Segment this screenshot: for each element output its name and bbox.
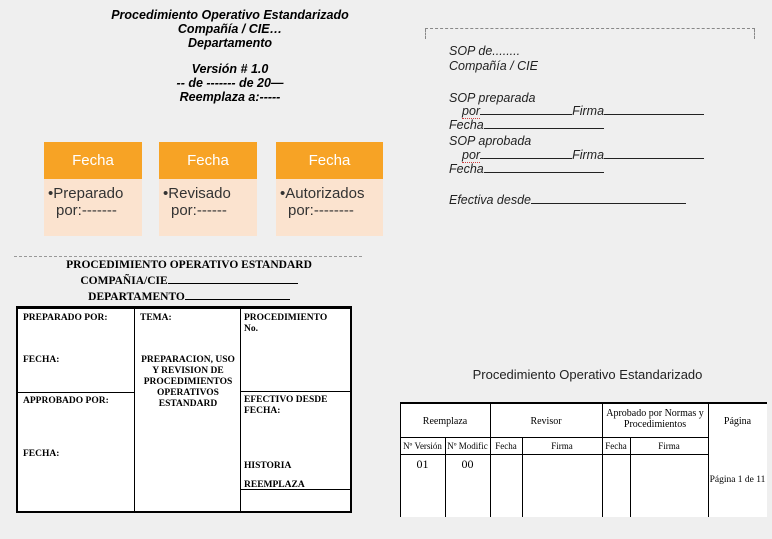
box-line: por:------- xyxy=(56,202,117,219)
topic-label: TEMA: xyxy=(140,313,172,323)
signature-column-header: Firma xyxy=(551,441,573,451)
box-date-header: Fecha xyxy=(276,142,383,179)
replaces-header: Reemplaza xyxy=(422,416,468,427)
prepared-by-label: por xyxy=(462,104,481,118)
topic-text: PREPARACION, USO Y REVISION DE PROCEDIMIENTOS OPERATIVOS ESTANDARD xyxy=(141,355,235,409)
serif-form-title: PROCEDIMIENTO OPERATIVO ESTANDARD xyxy=(66,259,312,271)
table-panel-title: Procedimiento Operativo Estandarizado xyxy=(472,367,703,382)
reviewed-box: Fecha •Revisado por:------ xyxy=(159,142,257,236)
date-column-header: Fecha xyxy=(605,441,627,451)
serif-form-table xyxy=(16,306,352,513)
procedure-no-label: No. xyxy=(244,324,258,334)
sop-company-label: Compañía / CIE xyxy=(449,59,538,73)
department-label: Departamento xyxy=(187,36,273,50)
sop-of-label: SOP de........ xyxy=(449,44,521,58)
box-line: Preparado xyxy=(53,185,124,202)
version-label: Versión # 1.0 xyxy=(191,62,269,76)
history-label: HISTORIA xyxy=(244,461,292,471)
modific-value: 00 xyxy=(461,457,474,471)
approved-by-field: APPROBADO POR: xyxy=(23,396,109,406)
date-label: Fecha xyxy=(449,118,484,132)
replaces-label: Reemplaza a:----- xyxy=(179,90,281,104)
serif-department-label: DEPARTAMENTO xyxy=(88,291,185,303)
box-line: por:------ xyxy=(171,202,227,219)
prepared-by-field: PREPARADO POR: xyxy=(23,313,108,323)
signature-column-header: Firma xyxy=(658,441,680,451)
date-row xyxy=(449,118,604,132)
sop-title: Procedimiento Operativo Estandarizado xyxy=(111,8,349,22)
effective-date-label: FECHA: xyxy=(244,406,281,416)
prepared-date-field: FECHA: xyxy=(23,355,60,365)
sop-approved-label: SOP aprobada xyxy=(449,134,532,148)
date-label: -- de ------- de 20— xyxy=(176,76,284,90)
sop-prepared-label: SOP preparada xyxy=(449,91,536,105)
approved-header: Aprobado por Normas y Procedimientos xyxy=(606,408,704,430)
box-line: por:-------- xyxy=(288,202,354,219)
revision-table xyxy=(400,402,767,517)
company-label: Compañía / CIE… xyxy=(177,22,283,36)
effective-label: Efectiva desde xyxy=(449,193,531,207)
version-value: 01 xyxy=(416,457,429,471)
signature-label: Firma xyxy=(572,148,605,162)
version-column-header: Nº Versión xyxy=(403,441,442,451)
procedure-label: PROCEDIMIENTO xyxy=(244,313,328,323)
sop-form-frame xyxy=(425,28,755,39)
effective-row xyxy=(449,193,686,207)
serif-form-header xyxy=(18,258,360,304)
prepared-box: Fecha •Preparado por:------- xyxy=(44,142,142,236)
box-line: Revisado xyxy=(168,185,231,202)
replaces-label: REEMPLAZA xyxy=(244,480,305,490)
date-column-header: Fecha xyxy=(495,441,517,451)
reviewer-header: Revisor xyxy=(530,416,562,427)
sop-header-block xyxy=(60,8,400,104)
box-date-header: Fecha xyxy=(44,142,142,179)
date-row xyxy=(449,162,604,176)
box-date-header: Fecha xyxy=(159,142,257,179)
signature-label: Firma xyxy=(572,104,605,118)
page-header: Página xyxy=(723,416,752,427)
date-label: Fecha xyxy=(449,162,484,176)
approved-date-field: FECHA: xyxy=(23,449,60,459)
approved-by-row xyxy=(462,148,704,162)
serif-company-label: COMPAÑIA/CIE xyxy=(80,275,168,287)
approved-by-label: por xyxy=(462,148,481,162)
authorized-box: Fecha •Autorizados por:-------- xyxy=(276,142,383,236)
effective-label: EFECTIVO DESDE xyxy=(244,395,328,405)
page-value: Página 1 de 11 xyxy=(709,475,766,485)
box-line: Autorizados xyxy=(285,185,365,202)
prepared-by-row xyxy=(462,104,704,118)
modific-column-header: Nº Modific xyxy=(447,441,488,451)
